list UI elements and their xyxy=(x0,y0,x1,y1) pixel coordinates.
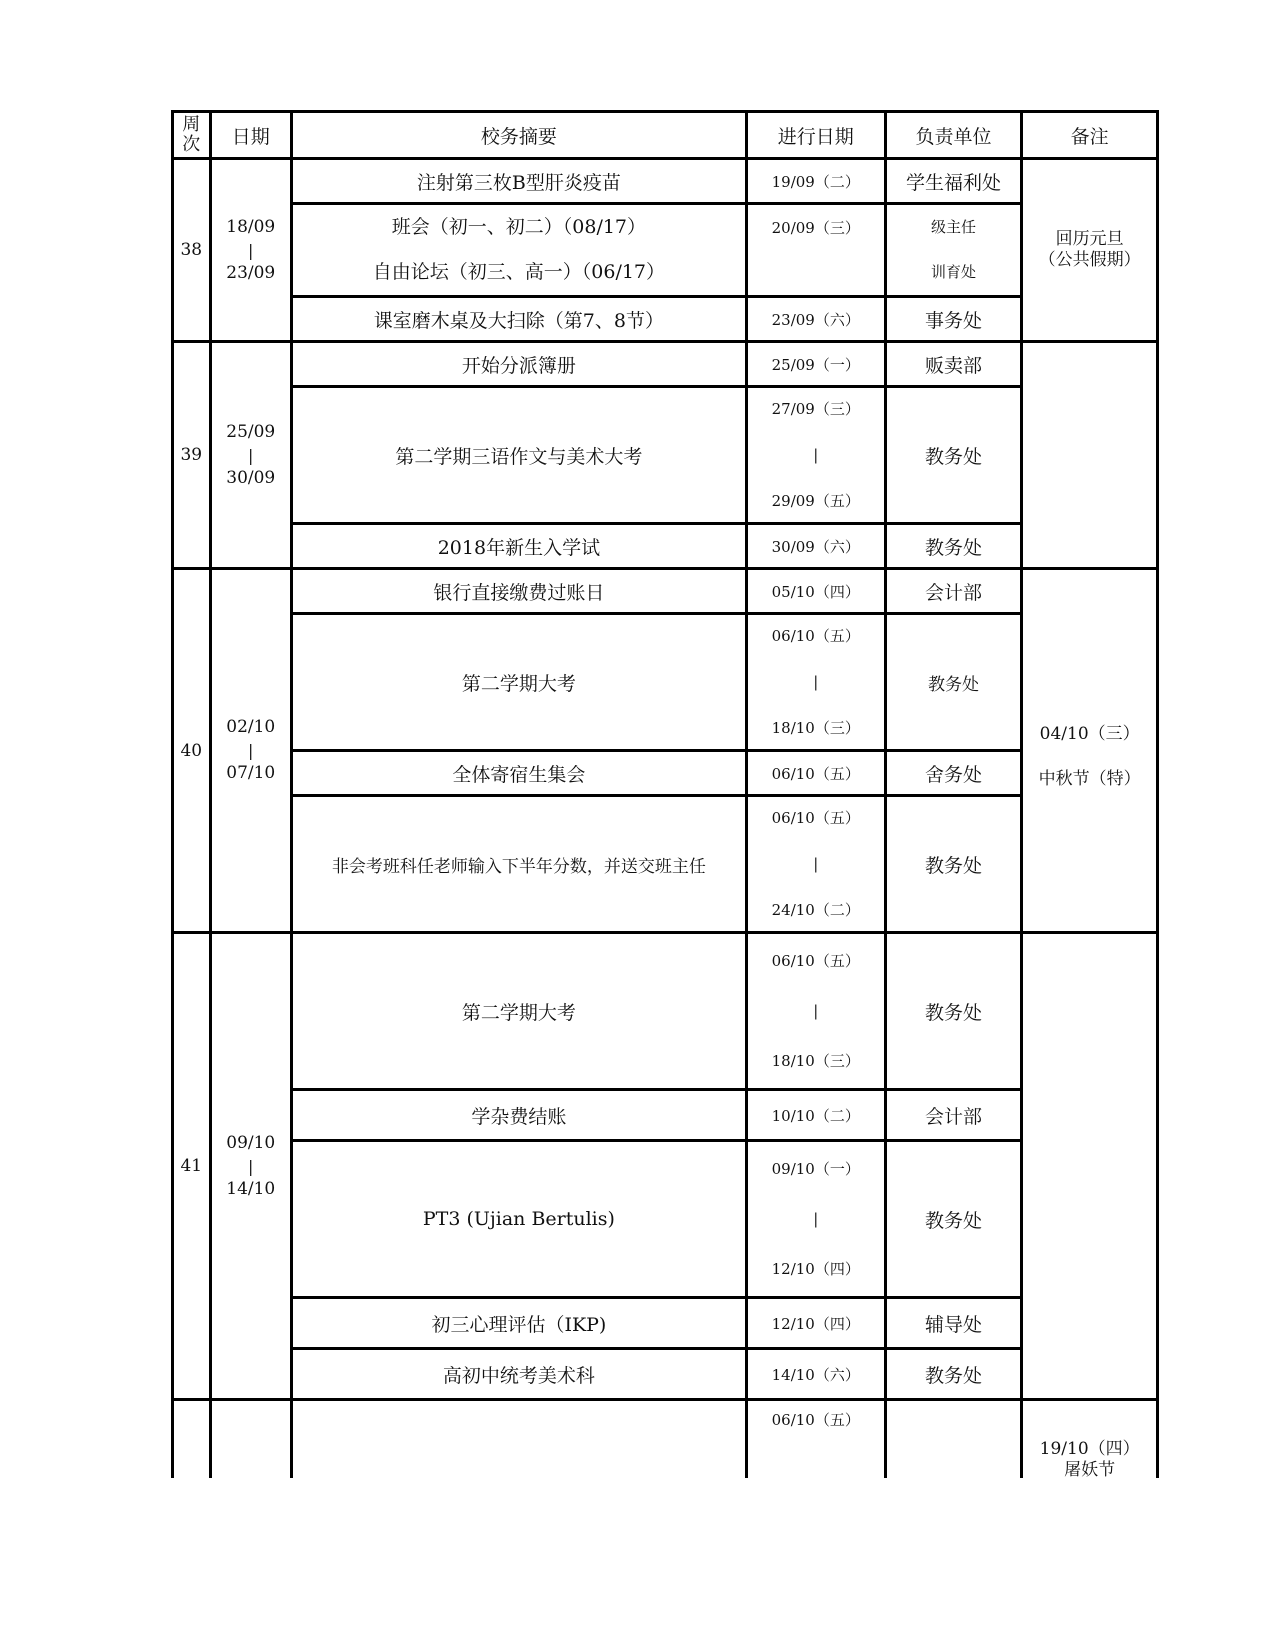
department-cell xyxy=(885,1400,1022,1479)
table-row xyxy=(173,297,1158,342)
summary-cell: 高初中统考美术科 xyxy=(291,1349,746,1400)
summary-cell: 第二学期大考 xyxy=(291,614,746,751)
header-week: 周 次 xyxy=(173,112,211,159)
remark-cell xyxy=(1022,342,1158,569)
summary-cell: PT3 (Ujian Bertulis) xyxy=(291,1141,746,1298)
department-cell: 舍务处 xyxy=(885,751,1022,796)
table-row xyxy=(173,204,1158,297)
table-row xyxy=(173,1349,1158,1400)
header-department: 负责单位 xyxy=(885,112,1022,159)
summary-cell: 第二学期三语作文与美术大考 xyxy=(291,387,746,524)
table-row xyxy=(173,1298,1158,1349)
progress-date-cell: 25/09（一） xyxy=(746,342,885,387)
summary-cell: 全体寄宿生集会 xyxy=(291,751,746,796)
progress-date-cell: 27/09（三） | 29/09（五） xyxy=(746,387,885,524)
progress-date-cell: 12/10（四） xyxy=(746,1298,885,1349)
summary-cell: 课室磨木桌及大扫除（第7、8节） xyxy=(291,297,746,342)
table-row xyxy=(173,1141,1158,1298)
summary-cell: 开始分派簿册 xyxy=(291,342,746,387)
department-cell: 学生福利处 xyxy=(885,159,1022,204)
summary-cell: 学杂费结账 xyxy=(291,1090,746,1141)
progress-date-cell: 30/09（六） xyxy=(746,524,885,569)
progress-date-cell: 05/10（四） xyxy=(746,569,885,614)
progress-date-cell: 19/09（二） xyxy=(746,159,885,204)
week-date-range: 02/10 | 07/10 xyxy=(210,569,291,933)
progress-date-cell: 06/10（五） | 24/10（二） xyxy=(746,796,885,933)
progress-date-cell: 20/09（三） xyxy=(746,204,885,297)
remark-cell xyxy=(1022,933,1158,1400)
progress-date-cell: 14/10（六） xyxy=(746,1349,885,1400)
table-row xyxy=(173,796,1158,933)
department-cell: 教务处 xyxy=(885,524,1022,569)
department-cell: 会计部 xyxy=(885,1090,1022,1141)
table-row xyxy=(173,387,1158,524)
department-cell: 贩卖部 xyxy=(885,342,1022,387)
week-number: 39 xyxy=(173,342,211,569)
table-row xyxy=(173,1400,1158,1479)
week-number xyxy=(173,1400,211,1479)
table-row xyxy=(173,159,1158,204)
table-row xyxy=(173,1090,1158,1141)
week-date-range xyxy=(210,1400,291,1479)
remark-cell: 回历元旦 （公共假期） xyxy=(1022,159,1158,342)
summary-cell xyxy=(291,1400,746,1479)
table-row xyxy=(173,751,1158,796)
table-row xyxy=(173,524,1158,569)
table-row xyxy=(173,933,1158,1090)
summary-cell: 2018年新生入学试 xyxy=(291,524,746,569)
summary-cell: 初三心理评估（IKP) xyxy=(291,1298,746,1349)
header-summary: 校务摘要 xyxy=(291,112,746,159)
department-cell: 教务处 xyxy=(885,387,1022,524)
progress-date-cell: 09/10（一） | 12/10（四） xyxy=(746,1141,885,1298)
department-cell: 辅导处 xyxy=(885,1298,1022,1349)
table-row xyxy=(173,569,1158,614)
week-number: 41 xyxy=(173,933,211,1400)
week-number: 40 xyxy=(173,569,211,933)
department-cell: 事务处 xyxy=(885,297,1022,342)
department-cell: 教务处 xyxy=(885,1349,1022,1400)
table-row xyxy=(173,614,1158,751)
remark-cell: 04/10（三） 中秋节（特） xyxy=(1022,569,1158,933)
summary-cell: 银行直接缴费过账日 xyxy=(291,569,746,614)
department-cell: 教务处 xyxy=(885,614,1022,751)
header-progress-date: 进行日期 xyxy=(746,112,885,159)
progress-date-cell: 10/10（二） xyxy=(746,1090,885,1141)
week-number: 38 xyxy=(173,159,211,342)
header-row xyxy=(173,112,1158,159)
progress-date-cell: 06/10（五） | 18/10（三） xyxy=(746,614,885,751)
header-date: 日期 xyxy=(210,112,291,159)
progress-date-cell: 06/10（五） xyxy=(746,1400,885,1479)
remark-cell: 19/10（四） 屠妖节 xyxy=(1022,1400,1158,1479)
department-cell: 教务处 xyxy=(885,1141,1022,1298)
week-date-range: 09/10 | 14/10 xyxy=(210,933,291,1400)
summary-cell: 注射第三枚B型肝炎疫苗 xyxy=(291,159,746,204)
department-cell: 教务处 xyxy=(885,933,1022,1090)
summary-cell: 第二学期大考 xyxy=(291,933,746,1090)
department-cell: 会计部 xyxy=(885,569,1022,614)
header-remarks: 备注 xyxy=(1022,112,1158,159)
progress-date-cell: 06/10（五） xyxy=(746,751,885,796)
progress-date-cell: 23/09（六） xyxy=(746,297,885,342)
table-row xyxy=(173,342,1158,387)
school-calendar-table xyxy=(171,110,1159,1478)
progress-date-cell: 06/10（五） | 18/10（三） xyxy=(746,933,885,1090)
week-date-range: 25/09 | 30/09 xyxy=(210,342,291,569)
summary-cell: 非会考班科任老师输入下半年分数，并送交班主任 xyxy=(291,796,746,933)
week-date-range: 18/09 | 23/09 xyxy=(210,159,291,342)
summary-cell: 班会（初一、初二）（08/17） 自由论坛（初三、高一）（06/17） xyxy=(291,204,746,297)
department-cell: 级主任 训育处 xyxy=(885,204,1022,297)
department-cell: 教务处 xyxy=(885,796,1022,933)
